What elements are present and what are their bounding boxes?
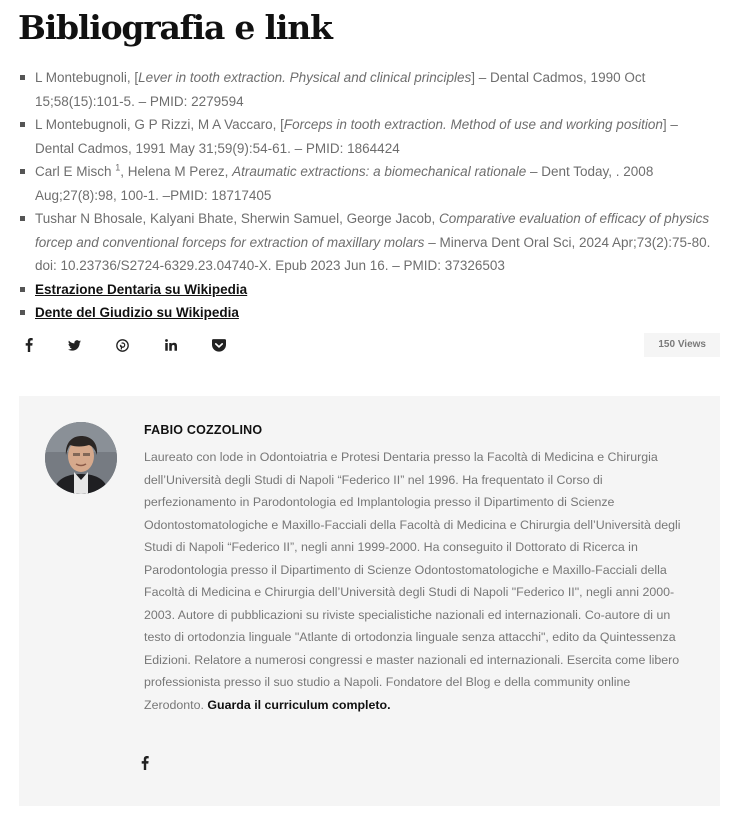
facebook-icon[interactable] xyxy=(141,756,155,772)
share-bar xyxy=(18,334,720,358)
author-avatar[interactable] xyxy=(45,422,117,494)
reference-item: L Montebugnoli, [Lever in tooth extraction. Physical and clinical principles] – Dental Cadmos, 1990 Oct 15;58(15):101-5. – PMID: 2279594 xyxy=(20,66,720,113)
reference-item: Carl E Misch $^1$, Helena M Perez, Atraumatic extractions: a biomechanical rationale – Dent Today, . 2008 Aug;27(8):98, 100-1. –PMID: 18717405 xyxy=(20,160,720,207)
pinterest-icon[interactable] xyxy=(111,334,133,356)
link-item xyxy=(20,278,720,302)
pocket-icon[interactable] xyxy=(208,334,230,356)
section-title: Bibliografia e link xyxy=(18,8,332,47)
facebook-icon[interactable] xyxy=(18,334,40,356)
twitter-icon[interactable] xyxy=(63,334,85,356)
wikipedia-wisdom-tooth-link[interactable]: Dente del Giudizio su Wikipedia xyxy=(35,305,239,320)
author-name[interactable]: FABIO COZZOLINO xyxy=(144,423,263,437)
wikipedia-extraction-link[interactable]: Estrazione Dentaria su Wikipedia xyxy=(35,281,248,297)
reference-list xyxy=(20,66,720,325)
author-bio: Laureato con lode in Odontoiatria e Protesi Dentaria presso la Facoltà di Medicina e Chirurgia dell’Università degli Studi di Napoli “Federico II” nel 1996. Ha frequentato il Corso di perfezionamento in Parodontologia ed Implantologia presso il Dipartimento di Scienze Odontostomatologiche e Maxillo-Facciali della Facoltà di Medicina e Chirurgia dell’Università degli Studi di Napoli “Federico II”, negli anni 1999-2000. Ha conseguito il Dottorato di Ricerca in Parodontologia presso il Dipartimento di Scienze Odontostomatologiche e Maxillo-Facciali della Facoltà di Medicina e Chirurgia dell’Università degli Studi di Napoli "Federico II", negli anni 2000-2003. Autore di pubblicazioni su riviste specialistiche nazionali ed internazionali. Co-autore di un testo di ortodonzia linguale "Atlante di ortodonzia linguale senza attacchi", edito da Quintessenza Edizioni. Relatore a numerosi congressi e master nazionali ed internazionali. Esercita come libero professionista presso il suo studio a Napoli. Fondatore del Blog e della community online Zerodonto. Guarda il curriculum completo. xyxy=(144,450,681,712)
reference-item: Tushar N Bhosale, Kalyani Bhate, Sherwin Samuel, George Jacob, Comparative evaluation of efficacy of physics forcep and conventional forceps for extraction of maxillary molars – Minerva Dent Oral Sci, 2024 Apr;73(2):75-80. doi: 10.23736/S2724-6329.23.04740-X. Epub 2023 Jun 16. – PMID: 37326503 xyxy=(20,207,720,278)
reference-title: Atraumatic extractions: a biomechanical rationale xyxy=(232,164,527,179)
affiliation-marker: 1 xyxy=(115,162,121,173)
views-counter: 150 Views xyxy=(644,333,720,357)
reference-title: Comparative evaluation of efficacy of physics forcep and conventional forceps for extraction of maxillary molars xyxy=(35,211,710,250)
reference-title: Forceps in tooth extraction. Method of use and working position xyxy=(283,117,663,132)
link-item xyxy=(20,301,720,325)
reference-item: L Montebugnoli, G P Rizzi, M A Vaccaro, [Forceps in tooth extraction. Method of use and working position] – Dental Cadmos, 1991 May 31;59(9):54-61. – PMID: 1864424 xyxy=(20,113,720,160)
author-box xyxy=(19,396,720,806)
curriculum-link[interactable]: Guarda il curriculum completo. xyxy=(207,697,391,712)
linkedin-icon[interactable] xyxy=(160,334,182,356)
reference-title: Lever in tooth extraction. Physical and clinical principles xyxy=(138,70,472,85)
